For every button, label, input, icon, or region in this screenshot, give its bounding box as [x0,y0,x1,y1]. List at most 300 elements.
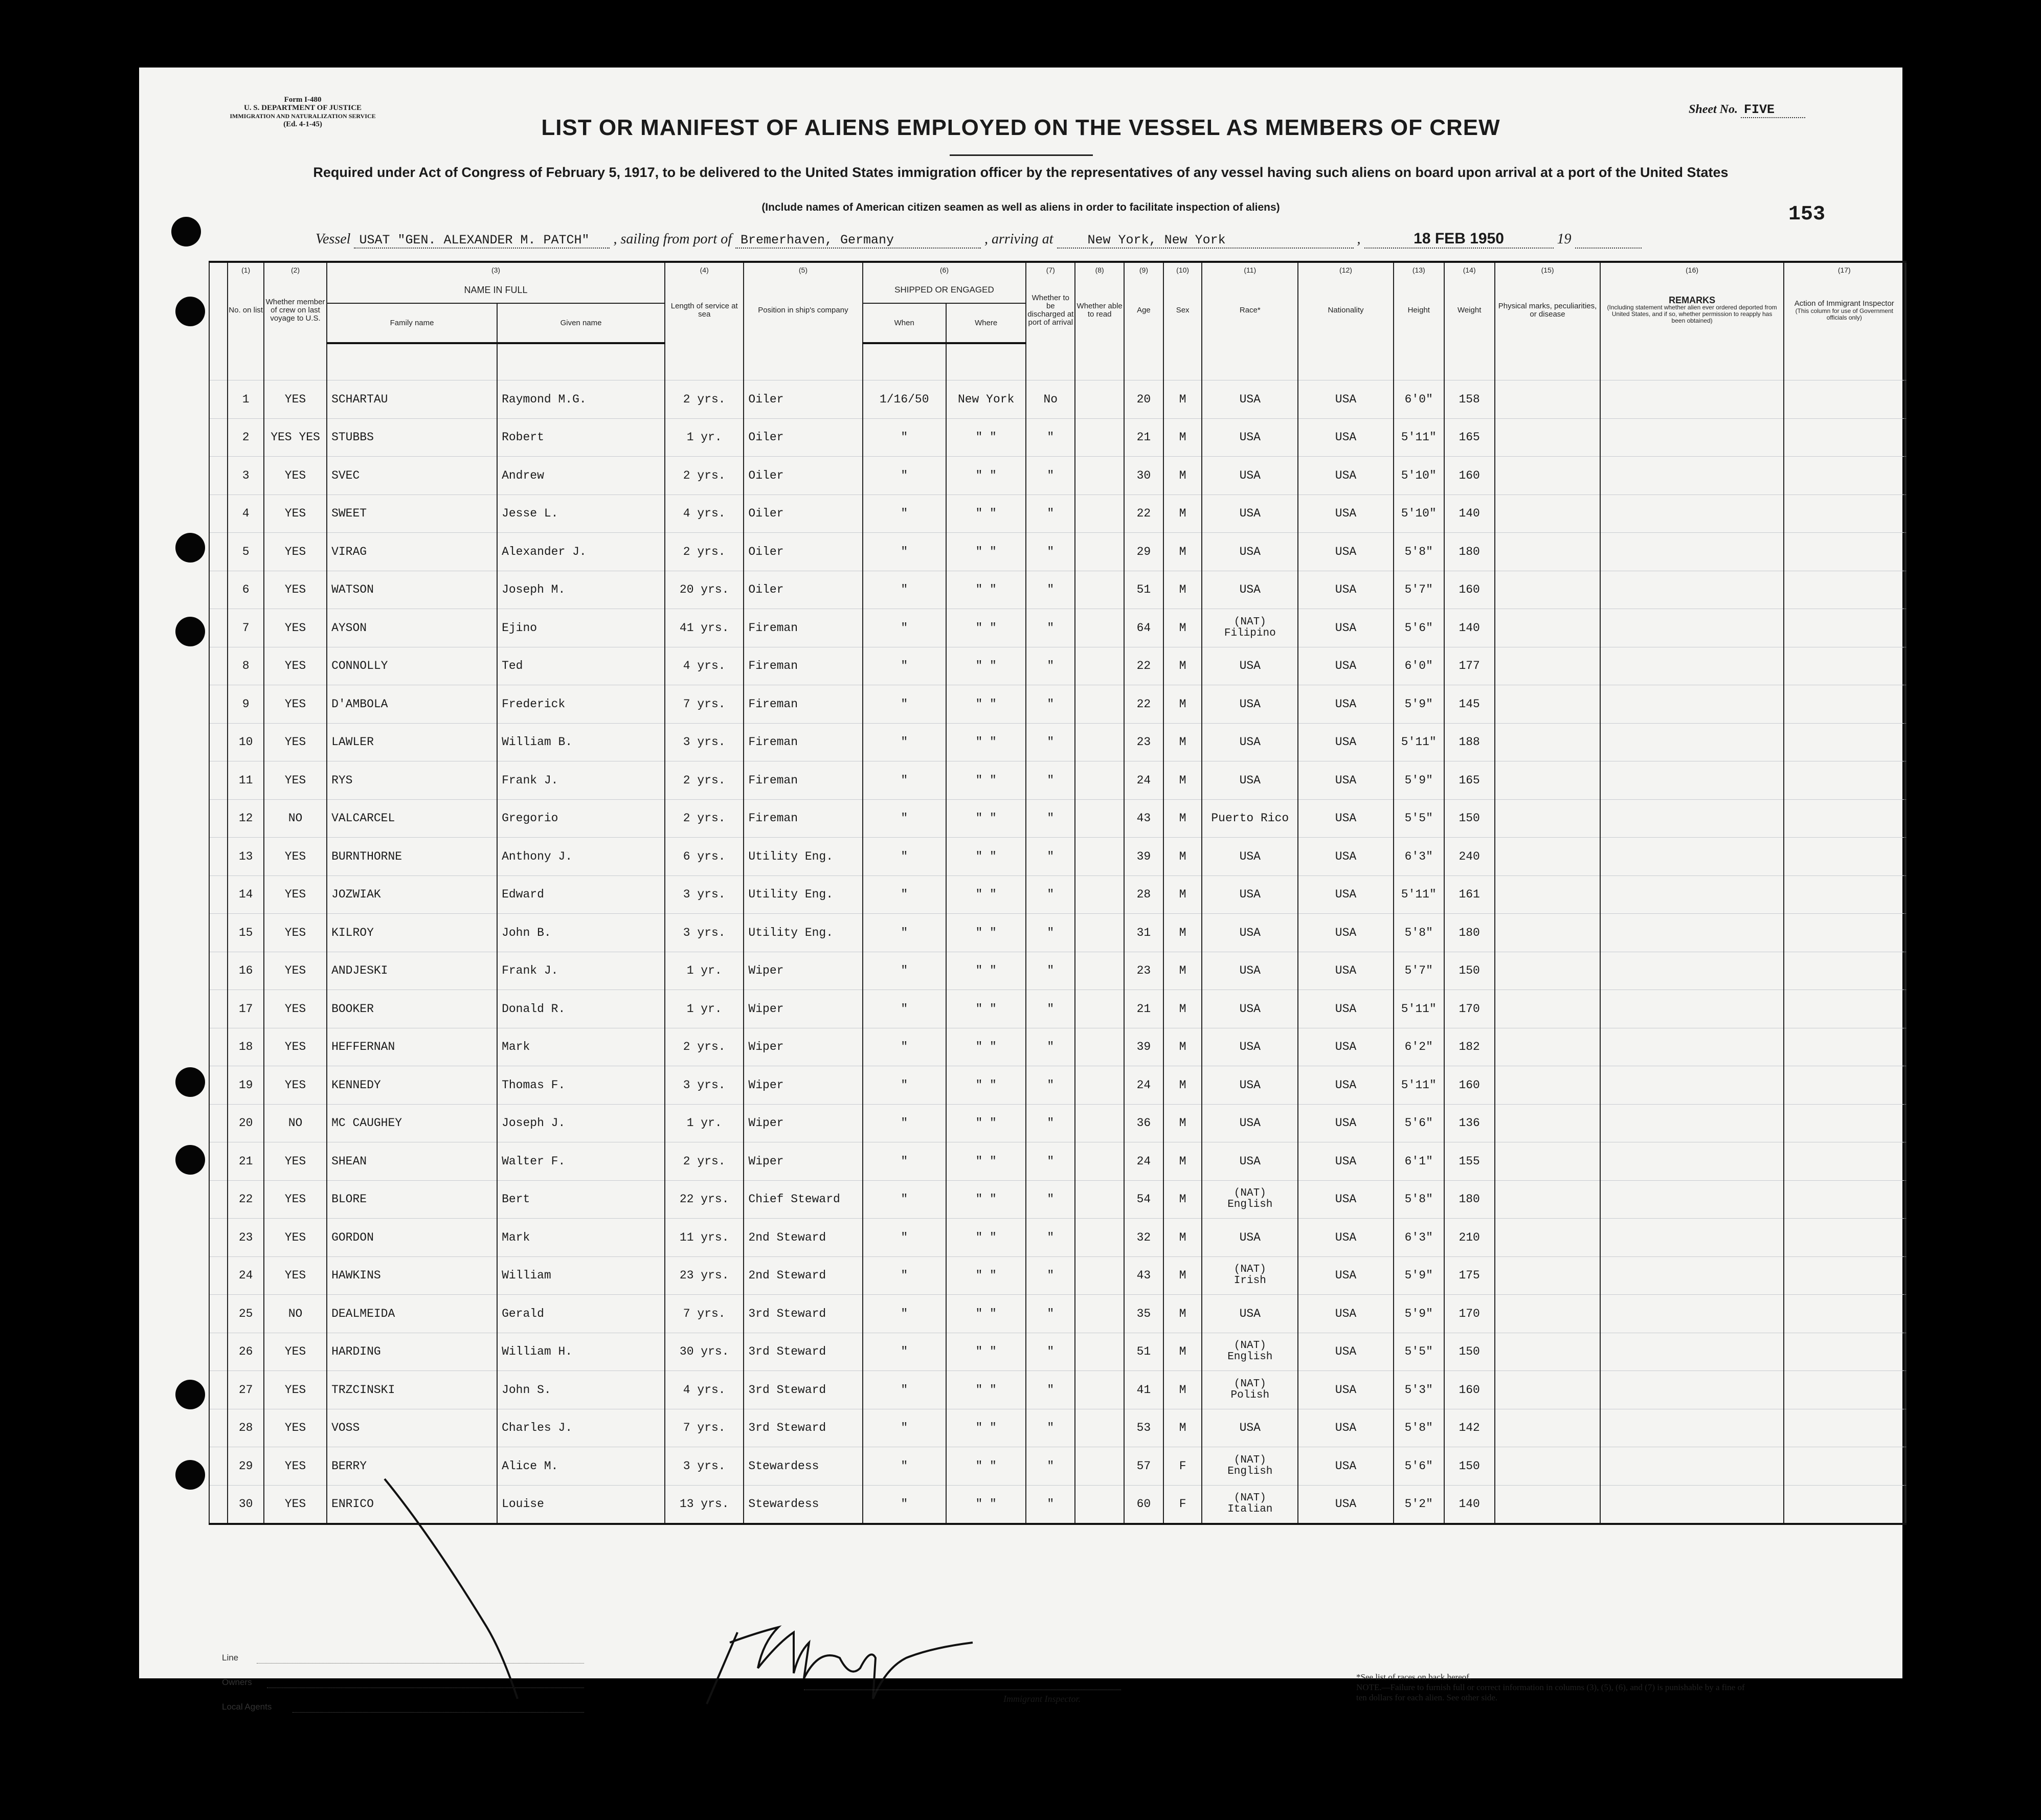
cell-discharged: " [1026,838,1075,876]
cell-nationality: USA [1298,1066,1394,1105]
cell-member: YES [264,457,327,495]
race-value: English [1227,1351,1273,1363]
cell-where: " " [946,1295,1026,1333]
cell-no: 11 [228,761,264,800]
cell-family-name: VALCARCEL [327,799,497,838]
cell-action [1784,1371,1905,1409]
cell-position: 2nd Steward [744,1256,862,1295]
cell-sex: M [1163,990,1202,1028]
cell-nationality: USA [1298,418,1394,457]
cell-nationality: USA [1298,1142,1394,1181]
cell-able-read [1075,723,1124,761]
table-row [209,1256,1906,1295]
table-row [209,1066,1906,1105]
cell-no: 20 [228,1104,264,1142]
cell-physical [1495,1485,1601,1524]
cell-race: USA [1202,1066,1298,1105]
cell-member: NO [264,1295,327,1333]
cell-action [1784,609,1905,647]
race-nat-prefix: (NAT) [1233,1264,1266,1276]
col-num-2: (2) [264,262,327,277]
cell-where: " " [946,1028,1026,1066]
gutter [209,1256,228,1295]
cell-age: 22 [1124,685,1163,724]
cell-remarks [1600,380,1783,419]
cell-no: 23 [228,1219,264,1257]
cell-where: " " [946,838,1026,876]
cell-no: 27 [228,1371,264,1409]
cell-member: YES [264,1256,327,1295]
cell-discharged: No [1026,380,1075,419]
cell-sex: M [1163,914,1202,952]
blank-edge [1905,262,1906,277]
cell-able-read [1075,799,1124,838]
cell-action [1784,685,1905,724]
cell-discharged: " [1026,418,1075,457]
cell-family-name: LAWLER [327,723,497,761]
cell-age: 57 [1124,1447,1163,1486]
cell-age: 31 [1124,914,1163,952]
edge [1905,609,1906,647]
cell-physical [1495,914,1601,952]
gutter [209,571,228,609]
header-when: When [863,303,946,343]
cell-no: 10 [228,723,264,761]
cell-race: USA [1202,1142,1298,1181]
cell-member: YES [264,1028,327,1066]
cell-discharged: " [1026,990,1075,1028]
cell-sex: M [1163,952,1202,990]
cell-service: 23 yrs. [665,1256,744,1295]
cell-nationality: USA [1298,1447,1394,1486]
cell-no: 16 [228,952,264,990]
cell-service: 2 yrs. [665,761,744,800]
table-row [209,1371,1906,1409]
edge [1905,1409,1906,1447]
cell-height: 6'1" [1394,1142,1444,1181]
cell-discharged: " [1026,533,1075,571]
cell-race: USA [1202,875,1298,914]
cell-remarks [1600,685,1783,724]
edge [1905,1219,1906,1257]
cell-action [1784,1447,1905,1486]
cell-given-name: Frederick [497,685,665,724]
year-label: 19 [1557,231,1572,247]
gutter [209,761,228,800]
cell-nationality: USA [1298,533,1394,571]
cell-weight: 150 [1444,1447,1495,1486]
cell-where: " " [946,875,1026,914]
cell-no: 25 [228,1295,264,1333]
cell-remarks [1600,609,1783,647]
cell-age: 29 [1124,533,1163,571]
cell-given-name: Alice M. [497,1447,665,1486]
cell-discharged: " [1026,761,1075,800]
cell-able-read [1075,1447,1124,1486]
cell-family-name: SHEAN [327,1142,497,1181]
table-row [209,609,1906,647]
sheet-number-label: Sheet No. [1689,103,1738,116]
cell-physical [1495,799,1601,838]
cell-nationality: USA [1298,1409,1394,1447]
cell-discharged: " [1026,1142,1075,1181]
cell-family-name: SVEC [327,457,497,495]
cell-where: " " [946,952,1026,990]
cell-position: Oiler [744,571,862,609]
cell-when: " [863,990,946,1028]
subtitle-note: (Include names of American citizen seamen as well as aliens in order to facilitate inspection of aliens) [761,201,1280,213]
cell-position: Chief Steward [744,1180,862,1219]
cell-discharged: " [1026,495,1075,533]
col-num-13: (13) [1394,262,1444,277]
cell-height: 5'8" [1394,1409,1444,1447]
cell-age: 23 [1124,723,1163,761]
cell-given-name: Robert [497,418,665,457]
footer-notes [1356,1672,1755,1703]
table-row [209,571,1906,609]
cell-member: YES [264,1371,327,1409]
cell-weight: 140 [1444,495,1495,533]
cell-able-read [1075,533,1124,571]
cell-able-read [1075,609,1124,647]
cell-action [1784,990,1905,1028]
cell-family-name: VOSS [327,1409,497,1447]
cell-nationality: USA [1298,875,1394,914]
binder-hole [175,1460,205,1490]
cell-member: YES [264,990,327,1028]
remarks-title: REMARKS [1669,295,1716,305]
cell-weight: 210 [1444,1219,1495,1257]
cell-nationality: USA [1298,761,1394,800]
cell-height: 5'5" [1394,799,1444,838]
cell-action [1784,418,1905,457]
subtitle: Required under Act of Congress of February 5, 1917, to be delivered to the United States immigration officer by the representatives of any vessel having such aliens on board upon arrival at a port of the United States [313,165,1729,180]
fine-note: NOTE.—Failure to furnish full or correct information in columns (3), (5), (6), and (7) is punishable by a fine of ten dollars for each alien. See other side. [1356,1682,1745,1702]
cell-where: " " [946,990,1026,1028]
cell-race: USA [1202,914,1298,952]
cell-position: Wiper [744,990,862,1028]
binder-hole [175,617,205,646]
cell-action [1784,1409,1905,1447]
cell-discharged: " [1026,799,1075,838]
binder-hole [175,533,205,563]
cell-when: " [863,418,946,457]
vessel-line: Vessel USAT "GEN. ALEXANDER M. PATCH" , sailing from port of Bremerhaven, Germany , arriving at New York, New York , 18 FEB 1950 19 [316,230,1642,249]
cell-height: 5'3" [1394,1371,1444,1409]
cell-family-name: BOOKER [327,990,497,1028]
cell-when: " [863,1256,946,1295]
cell-nationality: USA [1298,914,1394,952]
cell-weight: 180 [1444,1180,1495,1219]
blank-gutter-header [209,277,228,343]
cell-remarks [1600,1333,1783,1371]
cell-family-name: RYS [327,761,497,800]
cell-when: " [863,1066,946,1105]
cell-given-name: Louise [497,1485,665,1524]
cell-able-read [1075,1180,1124,1219]
cell-weight: 160 [1444,1371,1495,1409]
cell-where: " " [946,1104,1026,1142]
cell-race [1202,1371,1298,1409]
cell-age: 43 [1124,799,1163,838]
cell-when: " [863,457,946,495]
cell-height: 5'9" [1394,761,1444,800]
header-nationality: Nationality [1298,277,1394,343]
blank-gutter [209,262,228,277]
cell-member: YES [264,1409,327,1447]
cell-race: Puerto Rico [1202,799,1298,838]
gutter [209,1028,228,1066]
cell-discharged: " [1026,875,1075,914]
cell-race: USA [1202,533,1298,571]
action-note: (This column for use of Government officials only) [1795,307,1893,321]
cell-sex: M [1163,1104,1202,1142]
edge [1905,875,1906,914]
remarks-note: (Including statement whether alien ever ordered deported from United States, and if so, whether permission to reapply has been obtained) [1607,304,1777,324]
edge [1905,838,1906,876]
page-title: LIST OR MANIFEST OF ALIENS EMPLOYED ON THE VESSEL AS MEMBERS OF CREW [541,115,1500,140]
cell-physical [1495,495,1601,533]
cell-nationality: USA [1298,380,1394,419]
gutter [209,1142,228,1181]
cell-physical [1495,1371,1601,1409]
cell-remarks [1600,1485,1783,1524]
header-row-top [209,277,1906,303]
cell-height: 6'3" [1394,1219,1444,1257]
cell-no: 14 [228,875,264,914]
cell-member: YES [264,1333,327,1371]
cell-service: 13 yrs. [665,1485,744,1524]
cell-no: 22 [228,1180,264,1219]
cell-family-name: SWEET [327,495,497,533]
cell-weight: 170 [1444,990,1495,1028]
edge [1905,761,1906,800]
edge [1905,1066,1906,1105]
cell-race: USA [1202,1028,1298,1066]
gutter [209,380,228,419]
cell-discharged: " [1026,1295,1075,1333]
cell-discharged: " [1026,914,1075,952]
cell-age: 39 [1124,838,1163,876]
col-num-5: (5) [744,262,862,277]
cell-given-name: Raymond M.G. [497,380,665,419]
cell-service: 3 yrs. [665,1447,744,1486]
cell-physical [1495,990,1601,1028]
cell-age: 36 [1124,1104,1163,1142]
cell-where: " " [946,571,1026,609]
gutter [209,838,228,876]
cell-when: " [863,875,946,914]
cell-discharged: " [1026,1409,1075,1447]
cell-position: 3rd Steward [744,1371,862,1409]
cell-where: " " [946,647,1026,685]
cell-nationality: USA [1298,952,1394,990]
table-row [209,914,1906,952]
cell-given-name: Mark [497,1028,665,1066]
cell-sex: M [1163,1256,1202,1295]
blank-edge-header [1905,277,1906,343]
cell-age: 24 [1124,1066,1163,1105]
table-row [209,1295,1906,1333]
cell-when: " [863,1371,946,1409]
cell-no: 26 [228,1333,264,1371]
gutter [209,495,228,533]
cell-height: 5'11" [1394,875,1444,914]
page-stamp: 153 [1788,203,1826,226]
cell-discharged: " [1026,609,1075,647]
cell-position: Wiper [744,1142,862,1181]
cell-weight: 165 [1444,761,1495,800]
col-num-3: (3) [327,262,665,277]
cell-race: USA [1202,952,1298,990]
cell-race: USA [1202,1295,1298,1333]
cell-service: 2 yrs. [665,457,744,495]
cell-given-name: Edward [497,875,665,914]
inspector-signature [369,1474,1034,1714]
cell-where: " " [946,1142,1026,1181]
cell-remarks [1600,990,1783,1028]
cell-no: 21 [228,1142,264,1181]
cell-able-read [1075,571,1124,609]
cell-age: 64 [1124,609,1163,647]
cell-service: 1 yr. [665,952,744,990]
table-row [209,457,1906,495]
edge [1905,914,1906,952]
cell-able-read [1075,838,1124,876]
cell-no: 9 [228,685,264,724]
cell-able-read [1075,1371,1124,1409]
cell-where: " " [946,1219,1026,1257]
cell-discharged: " [1026,1371,1075,1409]
cell-position: Oiler [744,457,862,495]
cell-remarks [1600,1028,1783,1066]
cell-physical [1495,1256,1601,1295]
gutter [209,723,228,761]
cell-discharged: " [1026,685,1075,724]
cell-physical [1495,1447,1601,1486]
cell-sex: M [1163,571,1202,609]
gutter [209,1485,228,1524]
cell-weight: 160 [1444,457,1495,495]
gutter [209,1333,228,1371]
cell-able-read [1075,1295,1124,1333]
table-row [209,418,1906,457]
cell-height: 5'9" [1394,1295,1444,1333]
edge [1905,495,1906,533]
cell-where: New York [946,380,1026,419]
cell-able-read [1075,952,1124,990]
cell-member: YES [264,1066,327,1105]
cell-race: USA [1202,418,1298,457]
cell-position: Oiler [744,418,862,457]
cell-when: " [863,1180,946,1219]
cell-age: 20 [1124,380,1163,419]
cell-physical [1495,1104,1601,1142]
cell-where: " " [946,609,1026,647]
cell-weight: 155 [1444,1142,1495,1181]
cell-discharged: " [1026,1333,1075,1371]
cell-height: 5'2" [1394,1485,1444,1524]
cell-family-name: SCHARTAU [327,380,497,419]
table-row [209,1142,1906,1181]
cell-able-read [1075,1104,1124,1142]
manifest-sheet [139,68,1902,1712]
cell-able-read [1075,380,1124,419]
cell-sex: M [1163,761,1202,800]
cell-member: NO [264,799,327,838]
cell-age: 41 [1124,1371,1163,1409]
cell-physical [1495,952,1601,990]
cell-remarks [1600,952,1783,990]
cell-no: 12 [228,799,264,838]
title-rule [950,154,1093,156]
agents-label: Local Agents [222,1702,272,1712]
col-num-16: (16) [1600,262,1783,277]
cell-member: YES [264,838,327,876]
table-row [209,761,1906,800]
cell-position: Fireman [744,799,862,838]
cell-given-name: Joseph J. [497,1104,665,1142]
cell-action [1784,1219,1905,1257]
cell-physical [1495,1219,1601,1257]
cell-family-name: KILROY [327,914,497,952]
cell-no: 5 [228,533,264,571]
cell-race: USA [1202,761,1298,800]
cell-given-name: Charles J. [497,1409,665,1447]
cell-position: Wiper [744,1104,862,1142]
cell-where: " " [946,1447,1026,1486]
cell-service: 41 yrs. [665,609,744,647]
cell-able-read [1075,1142,1124,1181]
arrival-date-stamp: 18 FEB 1950 [1364,230,1554,249]
cell-no: 15 [228,914,264,952]
cell-nationality: USA [1298,1333,1394,1371]
cell-when: " [863,533,946,571]
cell-when: " [863,1333,946,1371]
gutter [209,418,228,457]
edge [1905,952,1906,990]
cell-race: USA [1202,723,1298,761]
cell-where: " " [946,1371,1026,1409]
table-row [209,647,1906,685]
cell-member: YES [264,495,327,533]
cell-member: YES [264,1142,327,1181]
cell-action [1784,723,1905,761]
cell-member: YES [264,875,327,914]
cell-action [1784,875,1905,914]
cell-race: USA [1202,457,1298,495]
race-value: Polish [1230,1389,1270,1401]
cell-remarks [1600,1447,1783,1486]
table-row [209,1333,1906,1371]
cell-height: 5'9" [1394,1256,1444,1295]
cell-physical [1495,875,1601,914]
header-name-in-full: NAME IN FULL [327,277,665,303]
cell-sex: F [1163,1485,1202,1524]
cell-given-name: William B. [497,723,665,761]
cell-age: 23 [1124,952,1163,990]
cell-action [1784,1485,1905,1524]
cell-remarks [1600,1409,1783,1447]
action-title: Action of Immigrant Inspector [1794,299,1894,308]
cell-age: 28 [1124,875,1163,914]
cell-sex: M [1163,1409,1202,1447]
cell-weight: 160 [1444,1066,1495,1105]
cell-sex: M [1163,1371,1202,1409]
cell-physical [1495,1142,1601,1181]
cell-weight: 145 [1444,685,1495,724]
cell-given-name: Donald R. [497,990,665,1028]
